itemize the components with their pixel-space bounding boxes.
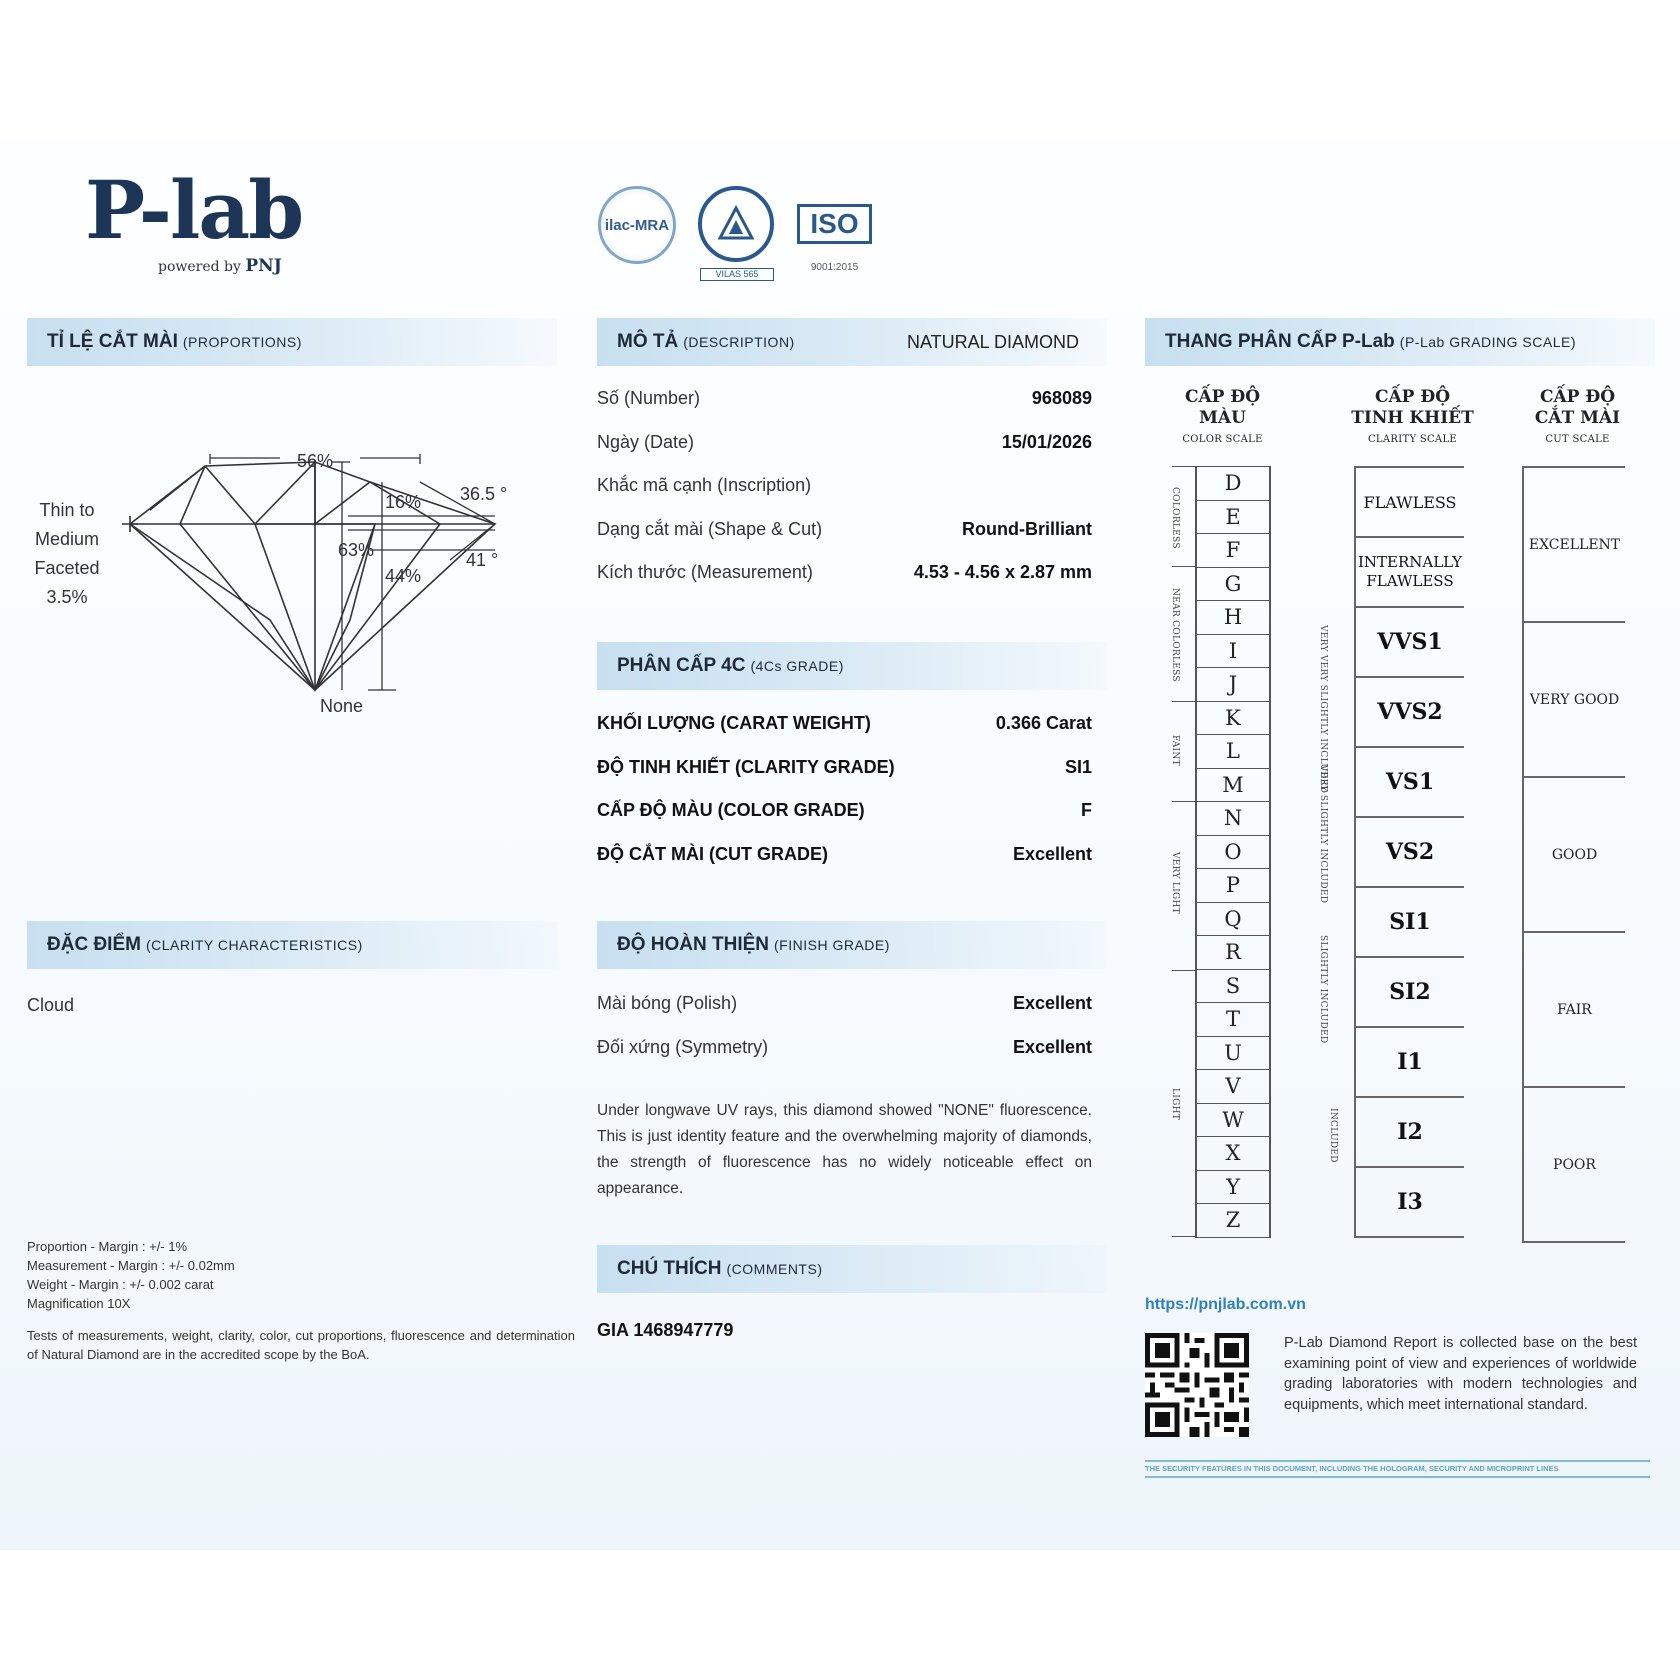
row-label: Ngày (Date) (597, 431, 695, 452)
color-letter: Z (1197, 1204, 1269, 1238)
grade-row (597, 713, 1092, 757)
group-separator (1172, 1236, 1195, 1237)
clarity-grade: VS2 (1356, 818, 1464, 888)
margins-list (27, 1237, 235, 1313)
color-letter: T (1197, 1003, 1269, 1037)
margin-line: Measurement - Margin : +/- 0.02mm (27, 1258, 235, 1273)
clarity-grade: I3 (1356, 1168, 1464, 1238)
color-letter: L (1197, 735, 1269, 769)
grade-row (597, 800, 1092, 844)
heading-sub: CLARITY SCALE (1367, 434, 1457, 445)
clarity-grade: VVS2 (1356, 678, 1464, 748)
description-row (597, 475, 1092, 519)
row-label: ĐỘ TINH KHIẾT (CLARITY GRADE) (597, 756, 895, 777)
row-label: CẤP ĐỘ MÀU (COLOR GRADE) (597, 800, 865, 820)
powered-brand: PNJ (245, 256, 282, 276)
cut-scale (1522, 466, 1625, 1243)
color-scale (1195, 466, 1271, 1238)
finish-subtitle: (FINISH GRADE) (774, 937, 890, 953)
row-value: Round-Brilliant (962, 518, 1092, 539)
group-separator (1172, 701, 1195, 702)
proportions-subtitle: (PROPORTIONS) (182, 334, 302, 350)
qr-code-icon[interactable] (1145, 1333, 1249, 1437)
row-label: Khắc mã cạnh (Inscription) (597, 475, 812, 495)
comments-subtitle: (COMMENTS) (726, 1261, 823, 1277)
color-letter: D (1197, 467, 1269, 501)
security-microprint: THE SECURITY FEATURES IN THIS DOCUMENT, INCLUDING THE HOLOGRAM, SECURITY AND MICROPRINT LINES (1145, 1464, 1559, 1473)
row-value: Excellent (1012, 843, 1092, 864)
finish-list (597, 993, 1092, 1080)
clarity-scale (1354, 466, 1464, 1238)
color-group-label: LIGHT (1170, 1088, 1180, 1121)
finish-row (597, 993, 1092, 1037)
diamond-proportion-diagram (120, 440, 530, 710)
color-letter: M (1197, 769, 1269, 803)
group-separator (1172, 970, 1195, 971)
heading-line: TINH KHIẾT (1351, 408, 1474, 428)
cut-grade: POOR (1524, 1088, 1625, 1243)
grade4c-list (597, 713, 1092, 887)
description-subtitle: (DESCRIPTION) (683, 334, 795, 350)
clarity-group-label: INCLUDED (1328, 1108, 1338, 1163)
total-depth: 63% (338, 540, 375, 560)
row-label: Mài bóng (Polish) (597, 993, 738, 1013)
row-label: Dạng cắt mài (Shape & Cut) (597, 518, 823, 539)
group-separator (1172, 466, 1195, 467)
description-row (597, 432, 1092, 476)
color-letter: H (1197, 601, 1269, 635)
girdle-line: 3.5% (46, 587, 88, 607)
row-label: ĐỘ CẮT MÀI (CUT GRADE) (597, 843, 828, 864)
grading-scale-header (1145, 318, 1655, 366)
grading-scale-title: THANG PHÂN CẤP P-Lab (1165, 331, 1395, 352)
row-value: Excellent (1012, 1036, 1092, 1057)
color-letter: O (1197, 836, 1269, 870)
color-letter: E (1197, 501, 1269, 535)
color-group-label: VERY LIGHT (1170, 852, 1180, 914)
crown-angle: 36.5 ° (460, 484, 508, 504)
cut-grade: GOOD (1524, 778, 1625, 933)
fluorescence-note: Under longwave UV rays, this diamond showed "NONE" fluorescence. This is just identity feature and the overwhelming majority of diamonds, the strength of fluorescence has no widely noticeable effect on appearance. (597, 1102, 1092, 1197)
clarity-chars-header (27, 921, 557, 969)
vilas-label: VILAS 565 (700, 268, 774, 281)
powered-by (158, 256, 282, 276)
heading-line: CẮT MÀI (1534, 408, 1621, 428)
clarity-grade: I2 (1356, 1098, 1464, 1168)
cut-scale-heading (1515, 387, 1640, 450)
heading-sub: COLOR SCALE (1182, 434, 1263, 445)
description-row (597, 388, 1092, 432)
group-separator (1172, 566, 1195, 567)
grade4c-subtitle: (4Cs GRADE) (750, 658, 844, 674)
row-label: Đối xứng (Symmetry) (597, 1036, 769, 1057)
margin-line: Magnification 10X (27, 1296, 131, 1311)
finish-title: ĐỘ HOÀN THIỆN (617, 934, 769, 955)
color-letter: G (1197, 568, 1269, 602)
proportions-header (27, 318, 557, 366)
ilac-mra-seal (598, 186, 676, 264)
comments-title: CHÚ THÍCH (617, 1258, 722, 1279)
clarity-group-label: VERY SLIGHTLY INCLUDED (1318, 765, 1328, 904)
clarity-group-label: VERY VERY SLIGHTLY INCLUDED (1318, 625, 1328, 794)
color-scale-heading (1160, 387, 1285, 450)
clarity-grade: I1 (1356, 1028, 1464, 1098)
color-letter: V (1197, 1070, 1269, 1104)
clarity-scale-heading (1345, 387, 1480, 450)
row-label: KHỐI LƯỢNG (CARAT WEIGHT) (597, 713, 871, 733)
clarity-grade: INTERNALLY FLAWLESS (1356, 538, 1464, 608)
color-letter: Y (1197, 1171, 1269, 1205)
clarity-grade: VS1 (1356, 748, 1464, 818)
clarity-chars-subtitle: (CLARITY CHARACTERISTICS) (145, 937, 363, 953)
description-header (597, 318, 1107, 366)
clarity-grade: VVS1 (1356, 608, 1464, 678)
row-value: F (1081, 800, 1092, 820)
table-percent: 56% (297, 451, 334, 471)
culet: None (320, 696, 364, 716)
powered-prefix: powered by (158, 259, 241, 275)
color-letter: R (1197, 936, 1269, 970)
group-separator (1172, 801, 1195, 802)
security-rule-top (1145, 1460, 1650, 1462)
color-group-label: NEAR COLORLESS (1170, 588, 1180, 682)
row-value: 0.366 Carat (995, 713, 1092, 733)
triangle-emblem-icon (716, 204, 756, 244)
grade4c-title: PHÂN CẤP 4C (617, 655, 746, 676)
clarity-chars-title: ĐẶC ĐIỂM (47, 934, 141, 955)
report-note: P-Lab Diamond Report is collected base on the best examining point of view and experiences of worldwide grading laboratories with modern technologies and equipments, which meet international standard. (1284, 1335, 1637, 1413)
color-letter: P (1197, 869, 1269, 903)
finish-row (597, 1037, 1092, 1081)
grade4c-header (597, 642, 1107, 690)
heading-line: CẤP ĐỘ (1374, 387, 1451, 407)
row-value: SI1 (1064, 756, 1092, 777)
description-list (597, 388, 1092, 606)
description-title-wrap (617, 331, 795, 353)
girdle-line: Thin to (39, 500, 95, 520)
color-group-label: FAINT (1170, 735, 1180, 766)
color-letter: F (1197, 534, 1269, 568)
clarity-grade: SI1 (1356, 888, 1464, 958)
description-row (597, 562, 1092, 606)
margin-line: Weight - Margin : +/- 0.002 carat (27, 1277, 214, 1292)
iso-logo: ISO (797, 204, 872, 244)
color-letter: K (1197, 702, 1269, 736)
plab-logo: P-lab (85, 163, 303, 257)
comments-header (597, 1245, 1107, 1293)
description-row (597, 519, 1092, 563)
crown-height: 16% (385, 492, 422, 512)
ilac-mra-label: ilac-MRA (604, 216, 670, 234)
heading-line: CẤP ĐỘ (1184, 387, 1261, 407)
color-letter: S (1197, 970, 1269, 1004)
row-value: 15/01/2026 (1001, 431, 1092, 452)
clarity-grade: SI2 (1356, 958, 1464, 1028)
heading-sub: CUT SCALE (1545, 434, 1610, 445)
color-letter: I (1197, 635, 1269, 669)
grading-scale-subtitle: (P-Lab GRADING SCALE) (1399, 334, 1576, 350)
description-title: MÔ TẢ (617, 331, 679, 352)
girdle-line: Medium (34, 529, 100, 549)
clarity-group-label: SLIGHTLY INCLUDED (1318, 935, 1328, 1044)
proportions-title: TỈ LỆ CẮT MÀI (47, 331, 178, 352)
cut-grade: FAIR (1524, 933, 1625, 1088)
cut-grade: VERY GOOD (1524, 623, 1625, 778)
iso-standard: 9001:2015 (810, 262, 859, 273)
grade-row (597, 844, 1092, 888)
row-label: Kích thước (Measurement) (597, 562, 813, 582)
boa-seal (698, 186, 774, 262)
pavilion-depth: 44% (385, 566, 422, 586)
girdle-info (22, 496, 112, 612)
scope-note: Tests of measurements, weight, clarity, color, cut proportions, fluorescence and determination of Natural Diamond are in the accredited scope by the BoA. (27, 1328, 575, 1362)
heading-line: CẤP ĐỘ (1539, 387, 1616, 407)
girdle-line: Faceted (34, 558, 100, 578)
row-label: Số (Number) (597, 388, 701, 408)
row-value: 968089 (1031, 388, 1092, 408)
heading-line: MÀU (1199, 408, 1246, 428)
security-rule-bottom (1145, 1476, 1650, 1478)
row-value: Excellent (1012, 993, 1092, 1013)
color-letter: Q (1197, 903, 1269, 937)
color-group-label: COLORLESS (1170, 487, 1180, 549)
cut-grade: EXCELLENT (1524, 468, 1625, 623)
margin-line: Proportion - Margin : +/- 1% (27, 1239, 188, 1254)
grade-row (597, 757, 1092, 801)
comment-value: GIA 1468947779 (597, 1320, 734, 1340)
diamond-type: NATURAL DIAMOND (906, 331, 1079, 352)
color-letter: W (1197, 1104, 1269, 1138)
color-letter: U (1197, 1037, 1269, 1071)
color-letter: J (1197, 668, 1269, 702)
color-letter: N (1197, 802, 1269, 836)
website-link[interactable]: https://pnjlab.com.vn (1145, 1296, 1306, 1313)
finish-header (597, 921, 1107, 969)
pavilion-angle: 41 ° (466, 550, 499, 570)
row-value: 4.53 - 4.56 x 2.87 mm (913, 562, 1092, 582)
color-letter: X (1197, 1137, 1269, 1171)
clarity-characteristic-value: Cloud (27, 995, 75, 1015)
clarity-grade: FLAWLESS (1356, 468, 1464, 538)
